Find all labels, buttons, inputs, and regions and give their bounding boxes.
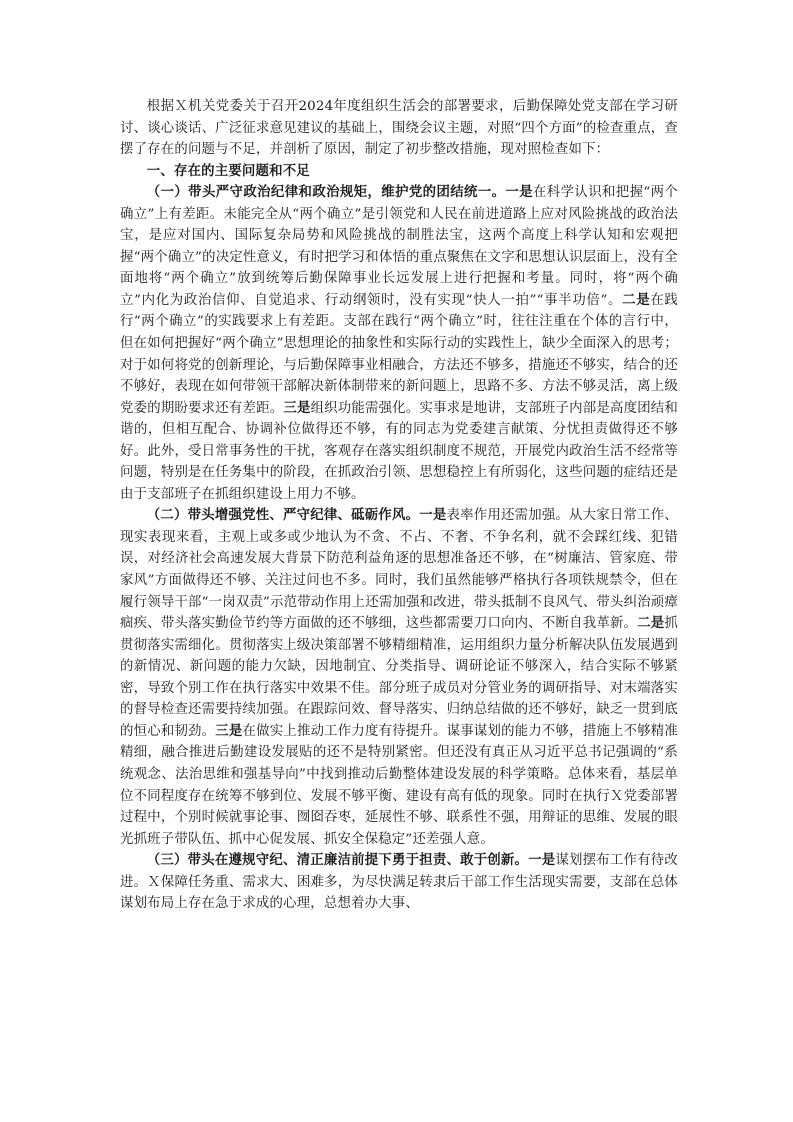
paragraph-1-text-2: 在践行“两个确立”的实践要求上有差距。支部在践行“两个确立”时，往往注重在个体的言行中，但在如何把握好“两个确立”思想理论的抽象性和实际行动的实践性上，缺少全面深入的思考；对于如何将党的创新理论，与后勤保障事业相融合，方法还不够多，措施还不够实，结合的还不够好，表现在如何带领干部解决新体制带来的新问题上，思路不多、方法不够灵活，离上级党委的期盼要求还有差距。 — [120, 292, 679, 416]
paragraph-1-marker-1: 一是 — [505, 184, 534, 201]
paragraph-3-lead: （三）带头在遵规守纪、清正廉洁前提下勇于担责、敢于创新。 — [146, 852, 529, 869]
paragraph-2-marker-3: 三是 — [215, 722, 243, 739]
paragraph-1-marker-2: 二是 — [622, 291, 651, 308]
paragraph-2-text-1: 表率作用还需加强。从大家日常工作、现实表现来看，主观上或多或少地认为不贪、不占、不奢、不争名利，就不会踩红线、犯错误，对经济社会高速发展大背景下防范利益角逐的思想准备还不够，在“树廉洁、管家庭、带家风”方面做得还不够、关注过问也不多。同时，我们虽然能够严格执行各项铁规禁令，但在履行领导干部“一岗双责”示范带动作用上还需加强和改进，带头抵制不良风气、带头纠治顽瘴痼疾、带头落实勤俭节约等方面做的还不够细，这些都需要刀口向内、不断自我革新。 — [120, 508, 678, 632]
paragraph-2-marker-2: 二是 — [637, 615, 665, 632]
paragraph-2-text-3: 在做实上推动工作力度有待提升。谋事谋划的能力不够，措施上不够精准精细，融合推进后勤建设发展贴的还不是特别紧密。但还没有真正从习近平总书记强调的“系统观念、法治思维和强基导向”中找到推动后勤整体建设发展的科学策略。总体来看，基层单位不同程度存在统筹不够到位、发展不够平衡、建设有高有低的现象。同时在执行Ｘ党委部署过程中，个别时候就事论事、囫囵吞枣，延展性不够、联系性不强，用辩证的思维、发展的眼光抓班子带队伍、抓中心促发展、抓安全保稳定”还差强人意。 — [120, 723, 679, 847]
paragraph-1-text-1: 在科学认识和把握“两个确立”上有差距。未能完全从“两个确立”是引领党和人民在前进道路上应对风险挑战的政治法宝，是应对国内、国际复杂局势和风险挑战的制胜法宝，这两个高度上科学认知和宏观把握“两个确立”的决定性意义，有时把学习和体悟的重点聚焦在文字和思想认识层面上，没有全面地将“两个确立”放到统筹后勤保障事业长远发展上进行把握和考量。同时，将“两个确立”内化为政治信仰、自觉追求、行动纲领时，没有实现“快人一拍”“事半功倍”。 — [120, 185, 678, 308]
paragraph-3-text-1: 谋划摆布工作有待改进。Ｘ保障任务重、需求大、困难多，为尽快满足转隶后干部工作生活现实需要，支部在总体谋划布局上存在急于求成的心理，总想着办大事、 — [120, 853, 678, 912]
paragraph-2-text-2: 抓贯彻落实需细化。贯彻落实上级决策部署不够精细精准，运用组织力量分析解决队伍发展遇到的新情况、新问题的能力欠缺，因地制宜、分类指导、调研论证不够深入，结合实际不够紧密，导致个别工作在执行落实中效果不佳。部分班子成员对分管业务的调研指导、对末端落实的督导检查还需要持续加强。在跟踪问效、督导落实、归纳总结做的还不够好，缺乏一贯到底的恒心和韧劲。 — [120, 616, 678, 739]
paragraph-2-lead: （二）带头增强党性、严守纪律、砥砺作风。 — [146, 507, 420, 524]
paragraph-1-text-3: 组织功能需强化。实事求是地讲，支部班子内部是高度团结和谐的，但相互配合、协调补位做得还不够，有的同志为党委建言献策、分忧担责做得还不够好。此外，受日常事务性的干扰，客观存在落实组织制度不规范，开展党内政治生活不经常等问题，特别是在任务集中的阶段，在抓政治引领、思想稳控上有所弱化，这些问题的症结还是由于支部班子在抓组织建设上用力不够。 — [120, 400, 679, 502]
intro-paragraph: 根据Ｘ机关党委关于召开2024年度组织生活会的部署要求，后勤保障处党支部在学习研讨、谈心谈话、广泛征求意见建议的基础上，围绕会议主题，对照“四个方面”的检查重点，查摆了存在的问题与不足，并剖析了原因，制定了初步整改措施，现对照检查如下： — [120, 99, 678, 158]
section-heading: 一、存在的主要问题和不足 — [146, 162, 310, 179]
paragraph-3 — [120, 850, 678, 915]
paragraph-3-marker-1: 一是 — [528, 852, 556, 869]
paragraph-1-marker-3: 三是 — [283, 399, 311, 416]
paragraph-1-lead: （一）带头严守政治纪律和政治规矩，维护党的团结统一。 — [146, 184, 506, 201]
document-body — [120, 96, 678, 915]
paragraph-2-marker-1: 一是 — [419, 507, 447, 524]
paragraph-2 — [120, 505, 678, 850]
paragraph-1 — [120, 182, 678, 505]
